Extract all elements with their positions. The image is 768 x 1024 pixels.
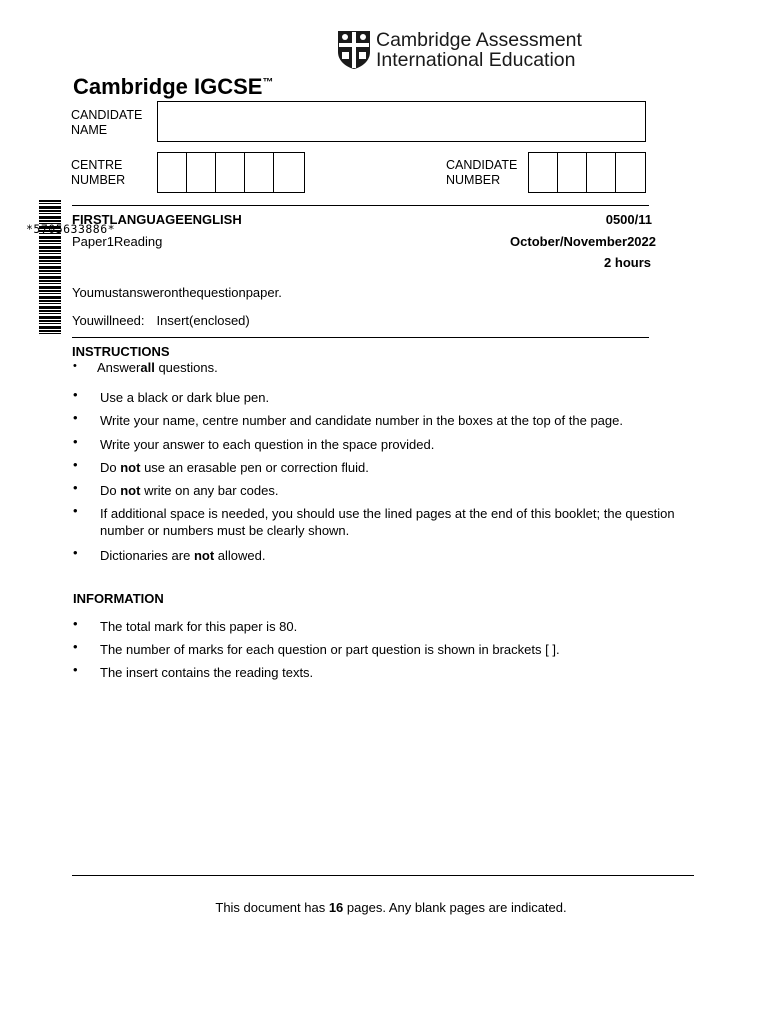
qualification-name: Cambridge IGCSE xyxy=(73,74,263,99)
barcode-prefix: Do xyxy=(100,483,121,498)
centre-number-digit-box xyxy=(245,153,274,192)
candidate-number-field[interactable] xyxy=(528,152,646,193)
centre-number-label xyxy=(71,158,125,188)
information-item: The total mark for this paper is 80. xyxy=(100,619,298,634)
bullet-icon: • xyxy=(73,480,78,495)
barcode-bold: not xyxy=(120,483,141,498)
answer-suffix: questions. xyxy=(154,360,218,375)
materials-value: Insert(enclosed) xyxy=(156,313,250,328)
information-heading: INFORMATION xyxy=(73,591,164,606)
centre-number-label-line1: CENTRE xyxy=(71,158,123,172)
paper-code: 0500/11 xyxy=(605,212,652,227)
bullet-icon: • xyxy=(73,545,78,560)
centre-number-field[interactable] xyxy=(157,152,305,193)
candidate-name-field[interactable] xyxy=(157,101,646,142)
exam-duration: 2 hours xyxy=(604,255,651,270)
paper-name: Paper1Reading xyxy=(72,234,163,249)
instructions-heading: INSTRUCTIONS xyxy=(72,344,170,359)
footer-divider xyxy=(72,875,694,876)
centre-number-digit-box xyxy=(158,153,187,192)
bullet-icon: • xyxy=(73,387,78,402)
bullet-icon: • xyxy=(73,503,78,518)
footer-suffix: pages. Any blank pages are indicated. xyxy=(343,900,567,915)
instruction-barcodes xyxy=(100,482,680,499)
bullet-icon: • xyxy=(73,410,78,425)
barcode xyxy=(39,200,61,334)
footer-page-count: 16 xyxy=(328,900,344,915)
instruction-item: Use a black or dark blue pen. xyxy=(100,390,270,405)
barcode-text: *5705633886* xyxy=(26,222,116,236)
candidate-name-label-line1: CANDIDATE xyxy=(71,108,143,122)
candidate-number-digit-box xyxy=(529,153,558,192)
information-item: The insert contains the reading texts. xyxy=(100,665,314,680)
bullet-icon: • xyxy=(73,662,78,677)
trademark-symbol: ™ xyxy=(262,76,274,89)
cambridge-shield-icon xyxy=(337,30,371,70)
instruction-additional-space: If additional space is needed, you should use the lined pages at the end of this booklet; the question number or numbers must be clearly shown. xyxy=(100,506,675,538)
candidate-name-label-line2: NAME xyxy=(71,123,108,137)
header-divider xyxy=(72,205,649,206)
centre-number-digit-box xyxy=(187,153,216,192)
candidate-number-label xyxy=(446,158,517,188)
instruction-erasable xyxy=(100,459,680,476)
answer-note: Youmustansweronthequestionpaper. xyxy=(72,285,282,300)
bullet-icon: • xyxy=(73,360,77,372)
bullet-icon: • xyxy=(73,434,78,449)
footer-prefix: This document has xyxy=(215,900,329,915)
candidate-number-digit-box xyxy=(587,153,616,192)
instruction-item: Write your name, centre number and candidate number in the boxes at the top of the page. xyxy=(100,413,623,428)
candidate-number-digit-box xyxy=(558,153,587,192)
dict-bold: not xyxy=(193,548,215,563)
bullet-icon: • xyxy=(73,639,78,654)
answer-bold: all xyxy=(140,360,155,375)
barcode-suffix: write on any bar codes. xyxy=(140,483,279,498)
instruction-item: Write your answer to each question in the space provided. xyxy=(100,437,435,452)
dict-prefix: Dictionaries are xyxy=(100,548,194,563)
materials-label: Youwillneed: xyxy=(72,313,145,328)
page-count-note xyxy=(0,900,768,915)
exam-session: October/November2022 xyxy=(510,234,656,249)
org-name-line1: Cambridge Assessment xyxy=(376,29,582,51)
erasable-bold: not xyxy=(120,460,141,475)
instructions-divider xyxy=(72,337,649,338)
candidate-number-label-line1: CANDIDATE xyxy=(446,158,518,172)
bullet-icon: • xyxy=(73,457,78,472)
cambridge-logo xyxy=(337,29,582,72)
candidate-number-label-line2: NUMBER xyxy=(446,173,501,187)
qualification-title xyxy=(73,74,273,100)
bullet-icon: • xyxy=(73,616,78,631)
answer-prefix: Answer xyxy=(97,360,141,375)
org-name-line2: International Education xyxy=(376,49,576,71)
dict-suffix: allowed. xyxy=(214,548,266,563)
centre-number-label-line2: NUMBER xyxy=(71,173,126,187)
information-item: The number of marks for each question or part question is shown in brackets [ ]. xyxy=(100,642,560,657)
candidate-name-label xyxy=(71,108,142,138)
centre-number-digit-box xyxy=(216,153,245,192)
materials-needed xyxy=(72,313,250,328)
subject-title: FIRSTLANGUAGEENGLISH xyxy=(72,212,242,227)
erasable-suffix: use an erasable pen or correction fluid. xyxy=(140,460,369,475)
erasable-prefix: Do xyxy=(100,460,121,475)
instruction-dictionaries xyxy=(100,547,680,564)
instruction-answer-all xyxy=(97,360,218,375)
